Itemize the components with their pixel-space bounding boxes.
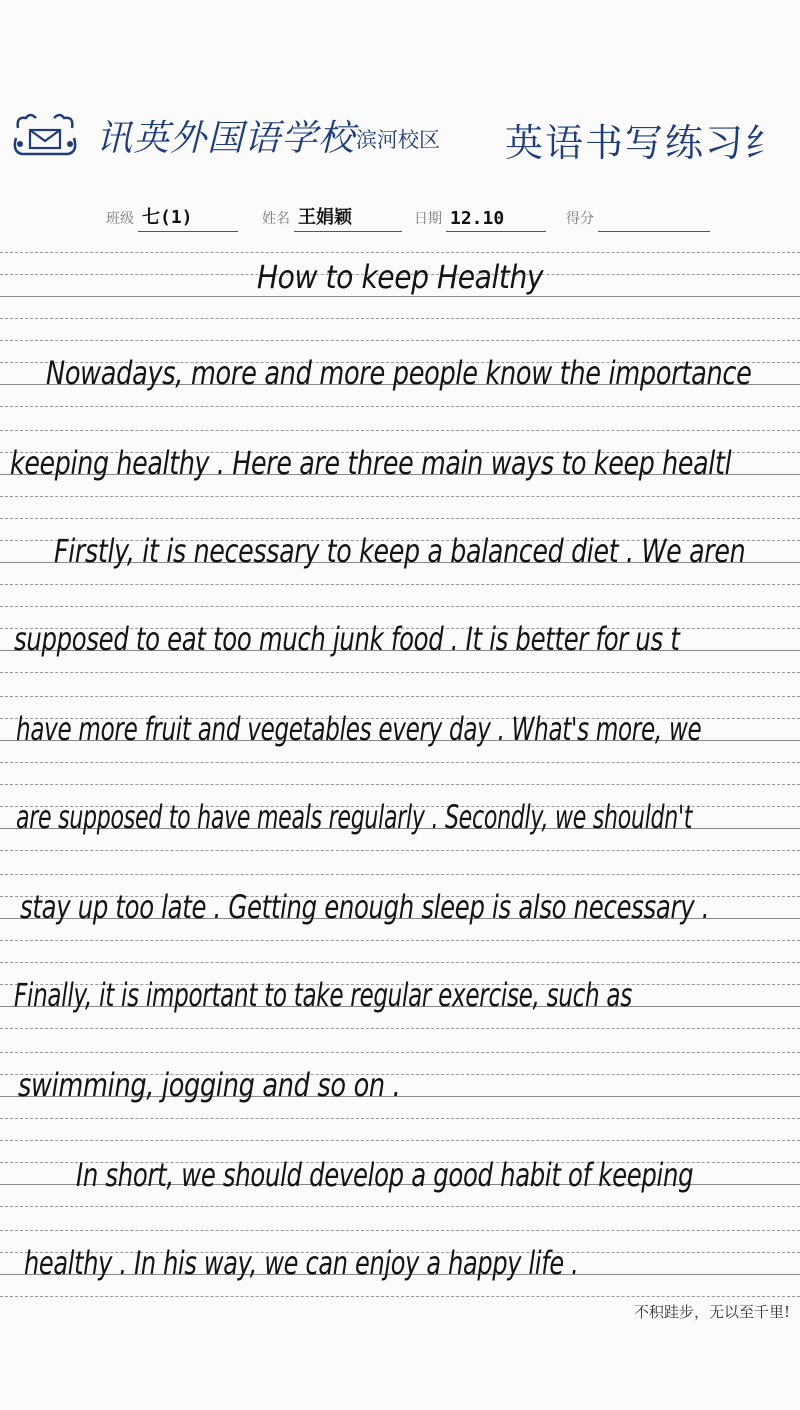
score-field	[566, 196, 710, 232]
essay-line: have more fruit and vegetables every day . What's more, we	[16, 710, 702, 748]
name-line	[294, 199, 402, 232]
name-field	[262, 196, 402, 232]
essay-line: Nowadays, more and more people know the importance	[46, 354, 752, 392]
ruled-line	[0, 584, 800, 585]
ruled-line	[0, 784, 800, 785]
ruled-line	[0, 696, 800, 697]
ruled-line	[0, 850, 800, 851]
school-logo-icon	[10, 108, 80, 160]
footer-motto: 不积跬步，无以至千里!	[633, 1303, 790, 1321]
essay-line: keeping healthy . Here are three main ways to keep healtl	[10, 444, 732, 482]
ruled-line	[0, 296, 800, 297]
ruled-line	[0, 1028, 800, 1029]
class-line	[138, 199, 238, 232]
ruled-line	[0, 406, 800, 407]
class-field	[106, 196, 238, 232]
ruled-line	[0, 672, 800, 673]
essay-line: stay up too late . Getting enough sleep is also necessary .	[20, 888, 710, 926]
essay-line: Firstly, it is necessary to keep a balanced diet . We aren	[54, 532, 746, 570]
ruled-line	[0, 252, 800, 253]
name-value: 王娟颖	[298, 207, 352, 228]
ruled-line	[0, 1118, 800, 1119]
ruled-line	[0, 606, 800, 607]
essay-line: are supposed to have meals regularly . Secondly, we shouldn't	[16, 798, 693, 836]
ruled-line	[0, 496, 800, 497]
essay-line: swimming, jogging and so on .	[18, 1066, 401, 1104]
ruled-line	[0, 518, 800, 519]
ruled-line	[0, 762, 800, 763]
ruled-line	[0, 340, 800, 341]
essay-title: How to keep Healthy	[256, 258, 544, 296]
essay-line: healthy . In his way, we can enjoy a happy life .	[24, 1244, 579, 1282]
score-label: 得分	[566, 211, 594, 227]
ruled-line	[0, 1206, 800, 1207]
ruled-line	[0, 430, 800, 431]
ruled-line	[0, 962, 800, 963]
ruled-line	[0, 1052, 800, 1053]
date-label: 日期	[414, 211, 442, 227]
date-value: 12.10	[450, 208, 505, 229]
essay-line: supposed to eat too much junk food . It is better for us t	[14, 620, 680, 658]
campus-name: 滨河校区	[356, 128, 440, 152]
school-name: 讯英外国语学校	[96, 118, 356, 159]
sheet-header	[0, 90, 800, 180]
sheet-title: 英语书写练习纟	[505, 121, 786, 165]
essay-line: In short, we should develop a good habit of keeping	[76, 1156, 694, 1194]
essay-line: Finally, it is important to take regular exercise, such as	[14, 976, 632, 1014]
ruled-line	[0, 940, 800, 941]
date-line	[446, 199, 546, 232]
class-label: 班级	[106, 211, 134, 227]
ruled-line	[0, 1296, 800, 1297]
ruled-line	[0, 1230, 800, 1231]
name-label: 姓名	[262, 211, 290, 227]
ruled-line	[0, 1140, 800, 1141]
student-info-row	[0, 196, 800, 236]
class-value: 七(1)	[142, 207, 193, 228]
ruled-line	[0, 318, 800, 319]
date-field	[414, 196, 546, 232]
ruled-line	[0, 874, 800, 875]
score-line	[598, 199, 710, 232]
